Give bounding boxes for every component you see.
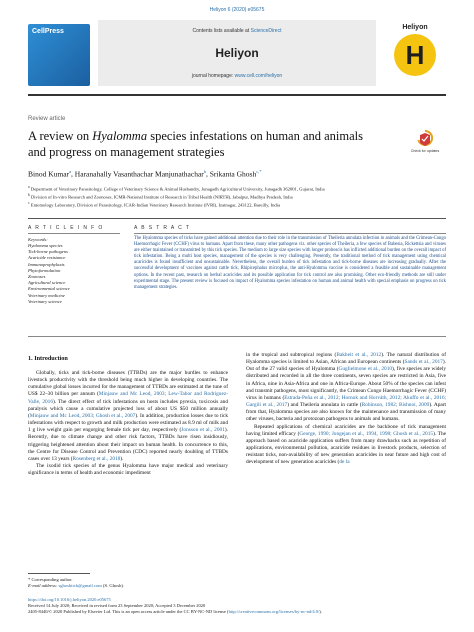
citation-link[interactable]: Robinson, 1982; Bishnoi, 2009 bbox=[361, 402, 430, 409]
abstract-heading: A B S T R A C T bbox=[134, 225, 191, 231]
cover-title: Heliyon bbox=[402, 24, 428, 31]
keyword: Zoonoses bbox=[28, 274, 46, 280]
running-head: Heliyon 6 (2020) e05675 bbox=[209, 7, 265, 13]
cover-letter: H bbox=[405, 40, 425, 70]
cellpress-logo bbox=[28, 24, 90, 86]
body-column-right bbox=[246, 352, 446, 467]
body-text: ). The approach based on acaricide application suffers from many drawbacks such as repetition of applications, environmental pollution, acaricide residues in livestock products, selection of resistant ticks, non-availability of new generation acaricides in near future and high cost of development of new generation acaricides ( bbox=[246, 430, 446, 466]
author-name[interactable]: Srikanta Ghosh bbox=[209, 169, 257, 179]
keyword: Acaricide resistance bbox=[28, 255, 66, 261]
body-column-left bbox=[28, 370, 228, 477]
body-text: ). bbox=[120, 455, 124, 462]
citation-link[interactable]: Rosenberg et al., 2018 bbox=[72, 455, 121, 462]
body-text: in the tropical and subtropical regions ( bbox=[246, 352, 337, 358]
body-text: ). Apart from that, Hyalomma species are also known for the maintenance and transmission of many other viruses, bacteria and protozoan pathogens to animals and humans. bbox=[246, 402, 447, 423]
email-label: E-mail address: bbox=[28, 583, 58, 588]
author-affil-marker: b bbox=[203, 169, 207, 174]
check-updates-label: Check for updates bbox=[410, 149, 440, 153]
contents-line bbox=[98, 28, 376, 34]
journal-masthead bbox=[28, 20, 446, 90]
body-text: Globally, ticks and tick-borne diseases (TTBDs) are the major hurdles to enhance livestock productivity with the threshold being much higher in developing countries. The cumulative global losses incurred for the management of TTBDs are estimated at the tune of US$ 22–30 billion per annum ( bbox=[28, 370, 228, 398]
keywords-heading: Keywords: bbox=[28, 237, 48, 242]
affiliation-marker: a bbox=[28, 185, 30, 189]
author-affil-marker: a bbox=[69, 169, 72, 174]
license-prefix: 2405-8440/© 2020 Published by Elsevier Ltd. This is an open access article under the CC BY-NC-ND license ( bbox=[28, 608, 229, 614]
section-rule bbox=[28, 336, 446, 337]
affiliation bbox=[28, 200, 446, 209]
body-text: ). The natural distribution of Hyalomma species is limited to Asian, African and European continents ( bbox=[246, 352, 446, 366]
body-text: ). In addition, production losses due to tick infestations with respect to growth and milk production were estimated as 8.9 ml of milk and 1 g live weight gain per engorging female tick per day, respectively ( bbox=[28, 412, 228, 434]
keyword: Veterinary medicine bbox=[28, 292, 65, 298]
check-updates-icon bbox=[417, 130, 433, 148]
author-list: Binod Kumar$^a$, Haranahally Vasanthachar Manjunathachar$^b$, Srikanta Ghosh$^{c,*}$ bbox=[28, 169, 262, 179]
citation-link[interactable]: Estrada-Peña et al., 2012; Hornok and Horváth, 2012; Akuffo et al., 2016; Gargili et al., 2017 bbox=[246, 394, 446, 409]
article-info-heading: A R T I C L E I N F O bbox=[28, 225, 104, 231]
keyword: Hyalomma species bbox=[28, 243, 63, 248]
citation-link[interactable]: de la bbox=[339, 459, 350, 466]
body-text: ). Out of the 27 valid species of Hyalomma ( bbox=[246, 359, 446, 373]
abstract-text: The Hyalomma species of ticks have gained additional attention due to their role in the transmission of Theileria annulata infection in animals and the Crimean-Congo Haemorrhagic Fever (CCHF) virus to humans. Apart from these, many other pathogens viz. other species of Theileria, a few species of Babesia, Rickettsia and viruses are either maintained or transmitted by this tick species. The medium to large size species with longer proboscis has inflicted additional burden on the overall impact of tick infestation. Being a multi host species, management of the species is very challenging. Presently, the traditional method of tick management using chemical acaricides is found insufficient and unsustainable. Nevertheless, the overall burden of tick infestation and tick-borne diseases are increasing gradually. After the successful development of vaccines against cattle tick, Rhipicephalus microplus, the anti-Hyalomma vaccine is considered a feasible and sustainable management options. In the recent past, research on herbal acaricides and its possible application for tick control are also promising. Other eco-friendly methods are still under experimental stage. The present review is focused on impact of Hyalomma species infestation on human and animal health with special emphasis on progress on tick management strategies. bbox=[134, 236, 446, 290]
article-footer bbox=[28, 597, 446, 615]
body-paragraph bbox=[246, 352, 446, 424]
title-part2: species infestations on human and animals and progress on management strategies bbox=[28, 129, 364, 159]
affiliation-marker: c bbox=[28, 201, 30, 205]
license-link[interactable]: http://creativecommons.org/licenses/by-nc-nd/4.0/ bbox=[228, 608, 320, 614]
keyword: Veterinary science bbox=[28, 298, 62, 304]
email-suffix: (S. Ghosh). bbox=[103, 583, 125, 588]
title-part1: A review on bbox=[28, 129, 93, 143]
contents-prefix: Contents lists available at bbox=[192, 28, 250, 34]
citation-link[interactable]: Minjauw and Mc Leod, 2003; Lew-Tabor and Rodriguez-Valle, 2016 bbox=[28, 391, 228, 405]
introduction-heading: 1. Introduction bbox=[28, 355, 68, 362]
abstract-rule bbox=[134, 233, 446, 234]
body-paragraph bbox=[246, 424, 446, 467]
body-text: ), five species are widely distributed and recorded in all the three continents, seven species are restricted in Asia, five in Africa, nine in Asia-Africa and one in Africa-Europe. About 50% of the species can infest and transmit pathogens, most significantly, the Crimean Congo Haemorrhagic Fever (CCHF) virus in humans ( bbox=[246, 366, 447, 401]
journal-homepage-line bbox=[98, 73, 376, 79]
author-name[interactable]: Haranahally Vasanthachar Manjunathachar bbox=[74, 169, 204, 179]
body-text: Repeated applications of chemical acaricides are the backbone of tick management having limited efficacy ( bbox=[246, 423, 446, 437]
journal-cover-thumbnail bbox=[384, 20, 446, 86]
sciencedirect-link[interactable]: ScienceDirect bbox=[250, 28, 282, 34]
keyword: Immunoprophylaxis bbox=[28, 261, 65, 267]
citation-link[interactable]: Minjauw and Mc Leod, 2003; Ghosh et al., 2007 bbox=[29, 412, 136, 419]
affiliation-marker: b bbox=[28, 193, 30, 197]
footnote-rule bbox=[28, 573, 90, 574]
body-paragraph: The ixodid tick species of the genus Hyalomma have major medical and veterinary significance in terms of health and economic impediment bbox=[28, 463, 228, 477]
email-link[interactable]: sghoshtick@gmail.com bbox=[58, 583, 102, 588]
doi-link[interactable]: https://doi.org/10.1016/j.heliyon.2020.e05675 bbox=[28, 597, 111, 602]
journal-name: Heliyon bbox=[215, 46, 259, 60]
author-name[interactable]: Binod Kumar bbox=[28, 169, 70, 179]
article-info-rule bbox=[28, 233, 120, 234]
body-text: ) and Theileria annulata in cattle ( bbox=[287, 402, 362, 409]
affiliation-text: Division of In-vitro Research and Zoonoses, ICMR-National Institute of Research in Tribal Health (NIRTH), Jabalpur, Madhya Pradesh, India bbox=[30, 194, 293, 200]
title-italic: Hyalomma bbox=[92, 129, 148, 143]
citation-link[interactable]: Bakheit et al., 2012 bbox=[336, 352, 382, 358]
license-line bbox=[28, 609, 446, 615]
citation-link[interactable]: Sands et al., 2017 bbox=[404, 359, 443, 366]
citation-link[interactable]: Jonsson et al., 2001 bbox=[181, 427, 225, 434]
keyword: Phytoformulation bbox=[28, 267, 61, 273]
affiliation-text: Entomology Laboratory, Division of Parasitology, ICAR-Indian Veterinary Research Institute (IVRI), Izatnagar, 243122, Bareilly, India bbox=[30, 202, 281, 208]
body-paragraph bbox=[28, 370, 228, 463]
keyword: Tick-borne pathogens bbox=[28, 249, 68, 255]
body-text: ). Recently, due to climate change and other risk factors, TTBDs have risen insidiously, triggering heightened attention about their impact on human health. In concurrence to this, the Centre for Disease Control and Prevention (CDC) reported nearly doubling of TTBDs cases over 13 years ( bbox=[28, 427, 228, 462]
header-rule bbox=[28, 94, 446, 96]
corresponding-marker: * Corresponding author. bbox=[28, 577, 73, 582]
citation-link[interactable]: Guglielmone et al., 2010 bbox=[338, 366, 393, 373]
article-type: Review article bbox=[28, 116, 66, 122]
citation-link[interactable]: George, 1990; Jongejan et al., 1994, 1998; Ghosh et al., 2015 bbox=[299, 430, 434, 437]
homepage-prefix: journal homepage: bbox=[191, 73, 234, 79]
corresponding-email-line bbox=[28, 583, 228, 589]
author-affil-marker: c,* bbox=[256, 169, 262, 174]
journal-homepage-link[interactable]: www.cell.com/heliyon bbox=[234, 73, 283, 79]
received-dates: Received 14 July 2020; Received in revised form 23 September 2020; Accepted 3 December 2020 bbox=[28, 602, 206, 608]
masthead-banner bbox=[98, 20, 376, 86]
keywords-block bbox=[28, 237, 120, 305]
article-title bbox=[28, 128, 373, 160]
check-for-updates-button[interactable] bbox=[405, 130, 445, 158]
keyword: Environmental science bbox=[28, 286, 70, 292]
keyword: Agricultural science bbox=[28, 280, 66, 286]
corresponding-author-note bbox=[28, 577, 228, 589]
license-suffix: ). bbox=[319, 608, 322, 614]
cellpress-logo-text: CellPress bbox=[32, 28, 64, 35]
body-text: ). The direct effect of tick infestations on hosts includes pyrexia, toxicosis and paralysis which cause a cumulative projected loss of about US $50 million annually ( bbox=[28, 398, 228, 419]
section-rule bbox=[28, 218, 446, 219]
affiliation-text: Department of Veterinary Parasitology, College of Veterinary Science & Animal Husbandry, Junagadh Agricultural University, Junagadh 362001, Gujarat, India bbox=[30, 186, 325, 192]
